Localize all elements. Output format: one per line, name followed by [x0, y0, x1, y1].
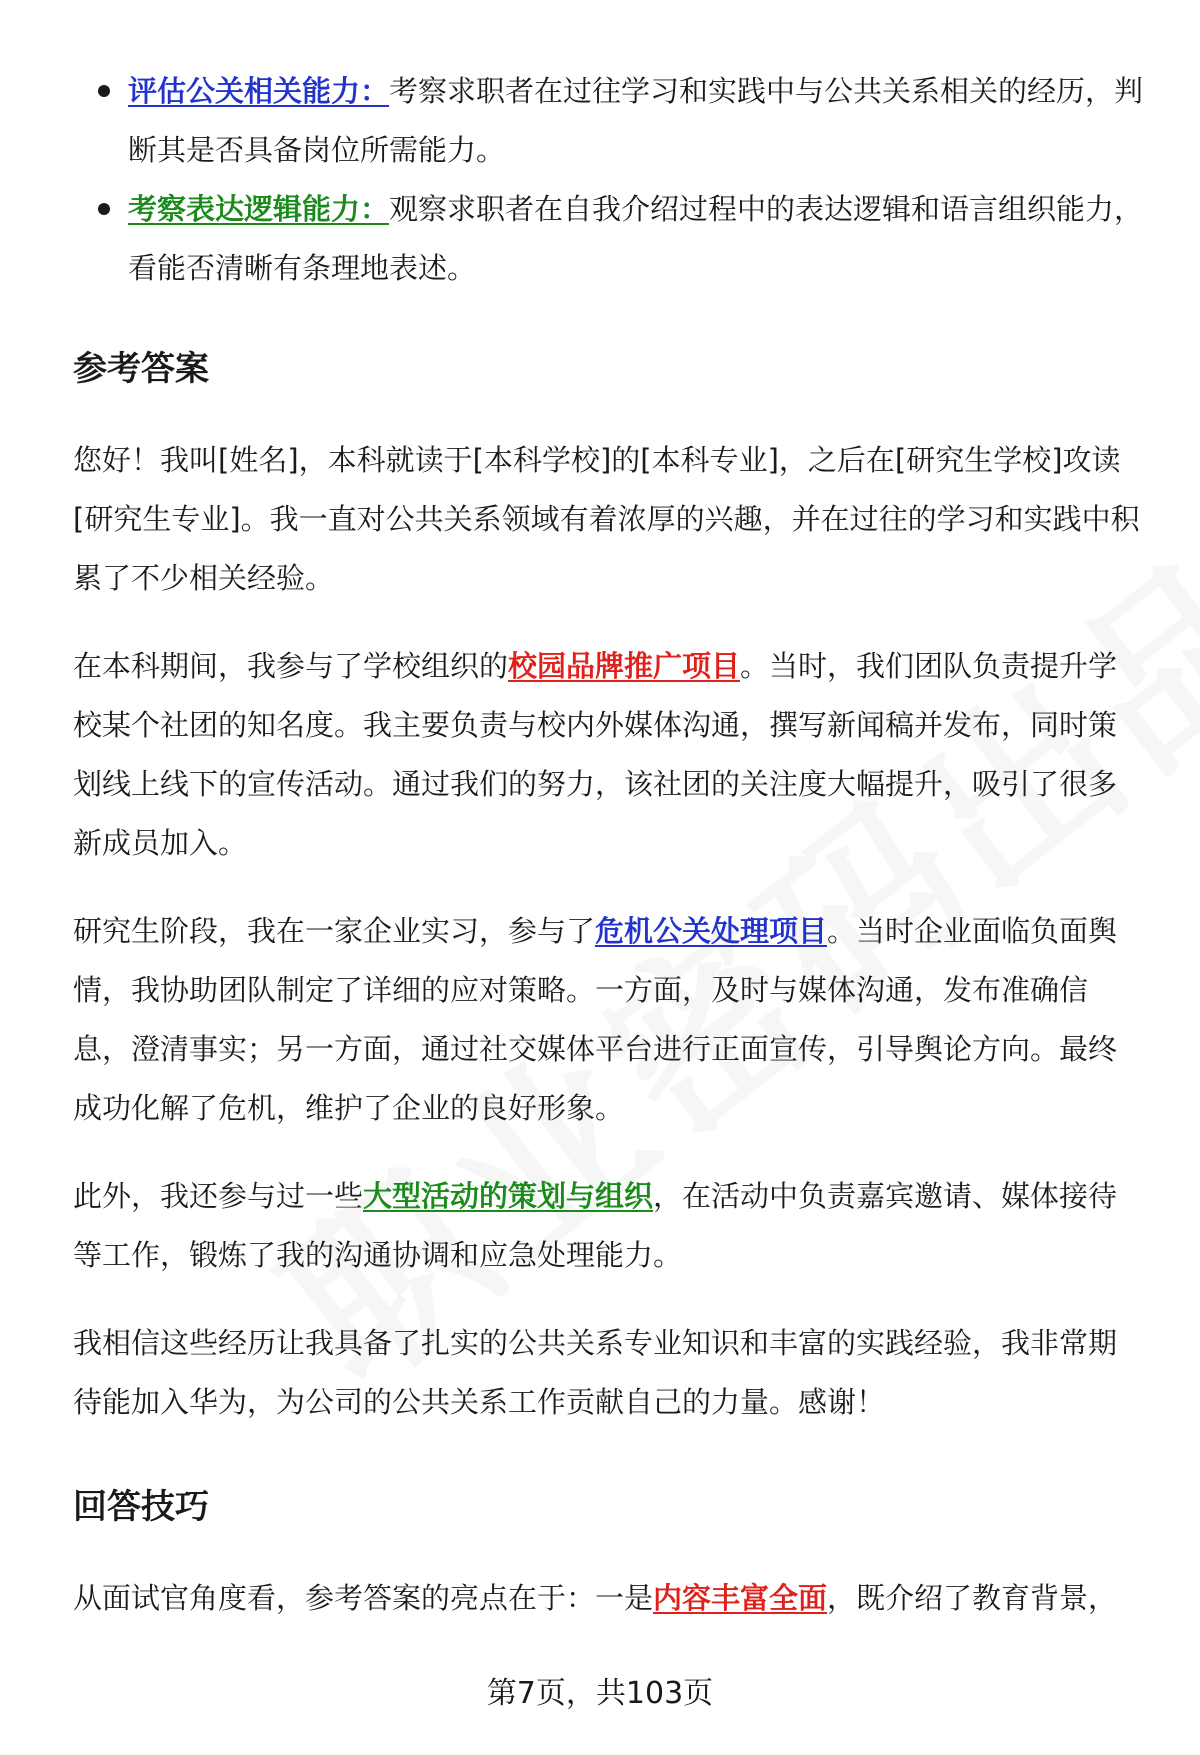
highlight-keyword: 校园品牌推广项目: [508, 649, 741, 683]
bullet-keyword: 考察表达逻辑能力：: [128, 192, 390, 226]
page-number: 第7页，共103页: [486, 1676, 714, 1711]
bullet-text: 观察求职者在自我介绍过程中的表达逻辑和语言组织能力，看能否清晰有条理地表述。: [128, 192, 1144, 285]
paragraph-text: 。当时，我们团队负责提升学校某个社团的知名度。我主要负责与校内外媒体沟通，撰写新闻稿并发布，同时策划线上线下的宣传活动。通过我们的努力，该社团的关注度大幅提升，吸引了很多新成员加入。: [73, 649, 1118, 860]
section-heading-reference-answer: 参考答案: [73, 349, 209, 389]
highlight-keyword: 危机公关处理项目: [595, 914, 828, 948]
paragraph: 您好！我叫[姓名]，本科就读于[本科学校]的[本科专业]，之后在[研究生学校]攻读[研究生专业]。我一直对公共关系领域有着浓厚的兴趣，并在过往的学习和实践中积累了不少相关经验。: [73, 443, 1140, 595]
paragraph: [73, 1167, 1145, 1285]
bullet-dot-icon: [98, 203, 110, 215]
highlight-keyword: 内容丰富全面: [653, 1581, 828, 1615]
highlight-keyword: 大型活动的策划与组织: [363, 1179, 654, 1213]
paragraph-text: 从面试官角度看，参考答案的亮点在于：一是: [73, 1581, 654, 1615]
paragraph-text: 此外，我还参与过一些: [73, 1179, 364, 1213]
paragraph-text: 在本科期间，我参与了学校组织的: [73, 649, 509, 683]
document-body: [73, 62, 1145, 1628]
bullet-list: [73, 62, 1145, 298]
paragraph: [73, 637, 1145, 873]
paragraph-text: ，既介绍了教育背景，: [827, 1581, 1118, 1615]
bullet-item: [73, 180, 1145, 298]
bullet-item: [73, 62, 1145, 180]
paragraph-text: 研究生阶段，我在一家企业实习，参与了: [73, 914, 596, 948]
paragraph: [73, 1569, 1145, 1628]
bullet-keyword: 评估公关相关能力：: [128, 74, 390, 108]
paragraph: [73, 902, 1145, 1138]
paragraph-text: ，在活动中负责嘉宾邀请、媒体接待等工作，锻炼了我的沟通协调和应急处理能力。: [73, 1179, 1118, 1272]
paragraph-text: 。当时企业面临负面舆情，我协助团队制定了详细的应对策略。一方面，及时与媒体沟通，发布准确信息，澄清事实；另一方面，通过社交媒体平台进行正面宣传，引导舆论方向。最终成功化解了危机，维护了企业的良好形象。: [73, 914, 1118, 1125]
bullet-dot-icon: [98, 85, 110, 97]
paragraph: 我相信这些经历让我具备了扎实的公共关系专业知识和丰富的实践经验，我非常期待能加入华为，为公司的公共关系工作贡献自己的力量。感谢！: [73, 1326, 1118, 1419]
bullet-text: 考察求职者在过往学习和实践中与公共关系相关的经历，判断其是否具备岗位所需能力。: [128, 74, 1144, 167]
section-heading-answer-tips: 回答技巧: [73, 1487, 209, 1527]
